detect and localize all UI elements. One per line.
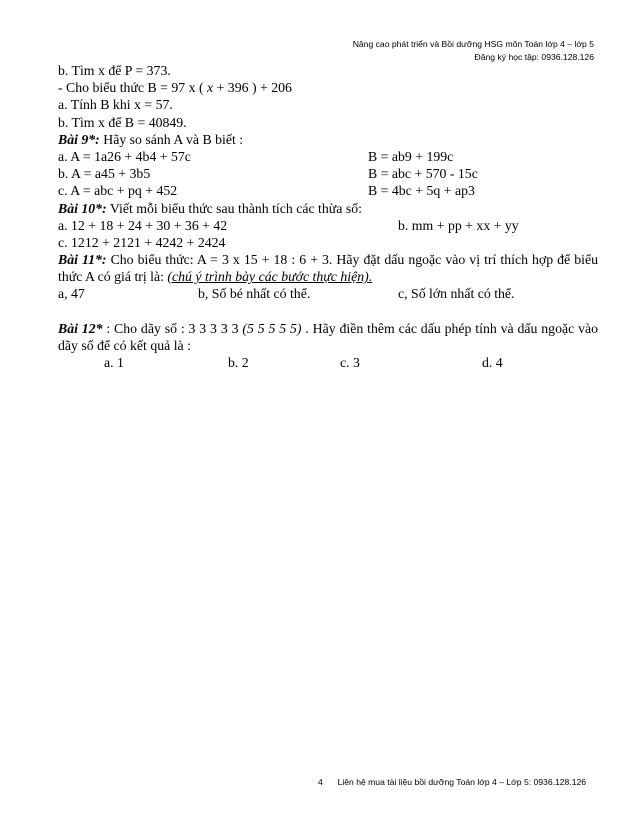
expression-b: B = ab9 + 199c xyxy=(368,148,454,164)
expression-b: B = abc + 570 - 15c xyxy=(368,166,478,182)
exercise-12-paragraph xyxy=(58,320,598,354)
page-header xyxy=(353,38,594,64)
exercise-9-row xyxy=(58,148,598,165)
option-c: c. 3 xyxy=(340,355,360,371)
exercise-text: : Cho dãy số : 3 3 3 3 3 xyxy=(102,320,243,336)
header-contact: Đăng ký học tập: 0936.128.126 xyxy=(474,52,594,62)
exercise-title: Bài 11*: xyxy=(58,252,107,268)
option-a: a, 47 xyxy=(58,286,85,302)
exercise-11-options xyxy=(58,285,598,302)
page-number: 4 xyxy=(318,777,323,787)
spacer xyxy=(58,303,598,320)
exercise-title: Bài 12* xyxy=(58,320,103,336)
option-c: c, Số lớn nhất có thể. xyxy=(398,286,515,302)
text-line: b. Tìm x để P = 373. xyxy=(58,63,171,78)
expression-a: a. 12 + 18 + 24 + 30 + 36 + 42 xyxy=(58,217,228,233)
exercise-9-row xyxy=(58,165,598,182)
exercise-12-options xyxy=(58,354,598,371)
exercise-text: Viết mỗi biểu thức sau thành tích các thừa số: xyxy=(106,200,362,216)
exercise-10-row: c. 1212 + 2121 + 4242 + 2424 xyxy=(58,234,226,250)
expression-a: c. A = abc + pq + 452 xyxy=(58,183,178,199)
exercise-note: (chú ý trình bày các bước thực hiện). xyxy=(167,269,373,285)
expression-b: B = 4bc + 5q + ap3 xyxy=(368,183,475,199)
exercise-title: Bài 9*: xyxy=(58,131,100,147)
page-footer xyxy=(318,776,586,788)
option-b: b. 2 xyxy=(228,355,249,371)
option-b: b, Số bé nhất có thể. xyxy=(198,286,311,302)
text-line xyxy=(58,79,598,96)
exercise-text: Hãy so sánh A và B biết : xyxy=(99,131,244,147)
exercise-9-row xyxy=(58,182,598,199)
exercise-11-paragraph xyxy=(58,251,598,285)
option-d: d. 4 xyxy=(482,355,503,371)
exercise-10-row xyxy=(58,217,598,234)
text-line: b. Tìm x để B = 40849. xyxy=(58,114,187,130)
option-a: a. 1 xyxy=(104,355,124,371)
exercise-title: Bài 10*: xyxy=(58,200,107,216)
document-body xyxy=(58,62,598,371)
exercise-text: Cho biểu thức: A = 3 x 15 + 18 : 6 + 3. Hãy đặt dấu ngoặc vào vị trí thích hợp để biểu thức A có giá trị là: xyxy=(58,252,598,285)
footer-contact: Liên hệ mua tài liệu bồi dưỡng Toán lớp 4 – Lớp 5: 0936.128.126 xyxy=(337,777,587,787)
expression-b: b. mm + pp + xx + yy xyxy=(398,217,519,233)
header-title: Nâng cao phát triển và Bồi dưỡng HSG môn Toán lớp 4 – lớp 5 xyxy=(352,39,594,49)
expression-a: b. A = a45 + 3b5 xyxy=(58,166,151,182)
exercise-9-heading xyxy=(58,131,598,148)
exercise-10-heading xyxy=(58,200,598,217)
text-line: a. Tính B khi x = 57. xyxy=(58,97,173,113)
exercise-text: . Hãy điền thêm các dấu phép tính và dấu ngoặc vào dãy số để có kết quả là : xyxy=(58,320,598,354)
number-sequence: (5 5 5 5 5) xyxy=(242,320,302,336)
variable-x: x xyxy=(207,80,214,96)
expression-a: a. A = 1a26 + 4b4 + 57c xyxy=(58,148,191,164)
text-segment: + 396 ) + 206 xyxy=(213,80,292,96)
text-segment: - Cho biểu thức B = 97 x ( xyxy=(58,80,207,96)
